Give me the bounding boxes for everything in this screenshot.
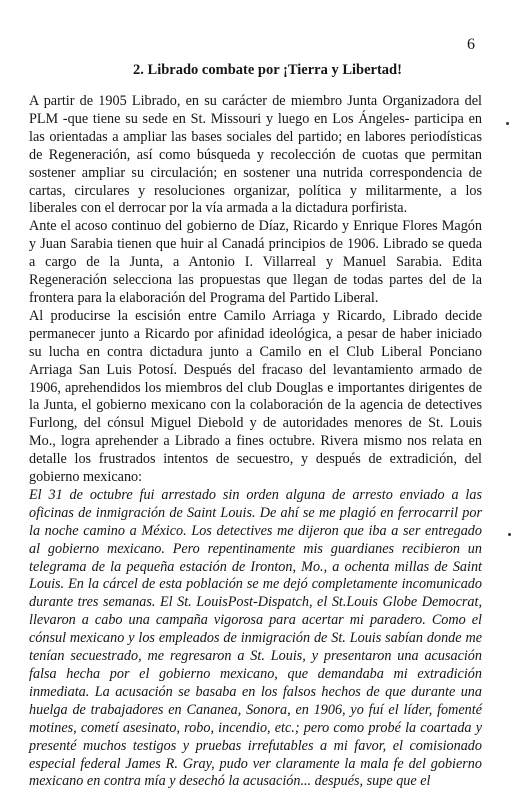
paragraph-3: Al producirse la escisión entre Camilo Arriaga y Ricardo, Librado decide permanecer junto a Ricardo por afinidad ideológica, a pesar de haber iniciado su lucha en contra dictadura junto a Camilo en el Club Liberal Ponciano Arriaga San Luis Potosí. Después del fracaso del levantamiento armado de 1906, aprehendidos los miembros del club Douglas e importantes dirigentes de la Junta, el gobierno mexicano con la colaboración de la agencia de detectives Furlong, del cónsul Miguel Diebold y de autoridades menores de St. Louis Mo., logra aprehender a Librado a fines octubre. Rivera mismo nos relata en detalle los frustrados intentos de secuestro, y después de extradición, del gobierno mexicano: (29, 307, 482, 486)
body-text (29, 93, 482, 791)
testimony-quote: El 31 de octubre fui arrestado sin orden alguna de arresto enviado a las oficinas de inmigración de Saint Louis. De ahí se me plagió en ferrocarril por la noche camino a México. Los detectives me dijeron que iba a ser entregado al gobierno mexicano. Pero repentinamente mis guardianes recibieron un telegrama de la pequeña estación de Ironton, Mo., a ochenta millas de Saint Louis. En la cárcel de esta población se me dejó completamente incomunicado durante tres semanas. El St. LouisPost-Dispatch, el St.Louis Globe Democrat, llevaron a cabo una campaña vigorosa para acertar mi paradero. Como el cónsul mexicano y los empleados de inmigración de St. Louis sabían donde me tenían secuestrado, me regresaron a St. Louis, y presentaron una acusación falsa hecha por el gobierno mexicano, que demandaba mi extradición inmediata. La acusación se basaba en los falsos hechos de que durante una huelga de trabajadores en Cananea, Sonora, en 1906, yo fuí el líder, fomenté motines, cometí asesinato, robo, incendio, etc.; pero como probé la coartada y presenté muchos testigos y pruebas irrefutables a mi favor, el comisionado especial federal James R. Gray, pudo ver claramente la mala fe del gobierno mexicano en contra mía y desechó la acusación... después, supe que el (29, 486, 482, 790)
section-title: 2. Librado combate por ¡Tierra y Libertad! (133, 62, 402, 78)
scan-speck (506, 122, 509, 125)
paragraph-2: Ante el acoso continuo del gobierno de Díaz, Ricardo y Enrique Flores Magón y Juan Sarabia tienen que huir al Canadá principios de 1906. Librado se queda a cargo de la Junta, a Antonio I. Villarreal y Manuel Sarabia. Edita Regeneración selecciona las propuestas que llegan de todas partes del de la frontera para la elaboración del Programa del Partido Liberal. (29, 218, 482, 306)
scan-speck (508, 533, 511, 536)
page-number: 6 (467, 36, 475, 53)
paragraph-1: A partir de 1905 Librado, en su carácter de miembro Junta Organizadora del PLM -que tiene su sede en St. Missouri y luego en Los Ángeles- participa en las orientadas a ampliar las bases sociales del partido; en labores periodísticas de Regeneración, así como búsqueda y recolección de cuotas que permitan sostener ampliar su circulación; en sostener una nutrida correspondencia de cartas, circulares y resoluciones organizar, política y militarmente, a los liberales con el derrocar por la vía armada a la dictadura porfirista. (29, 93, 482, 217)
